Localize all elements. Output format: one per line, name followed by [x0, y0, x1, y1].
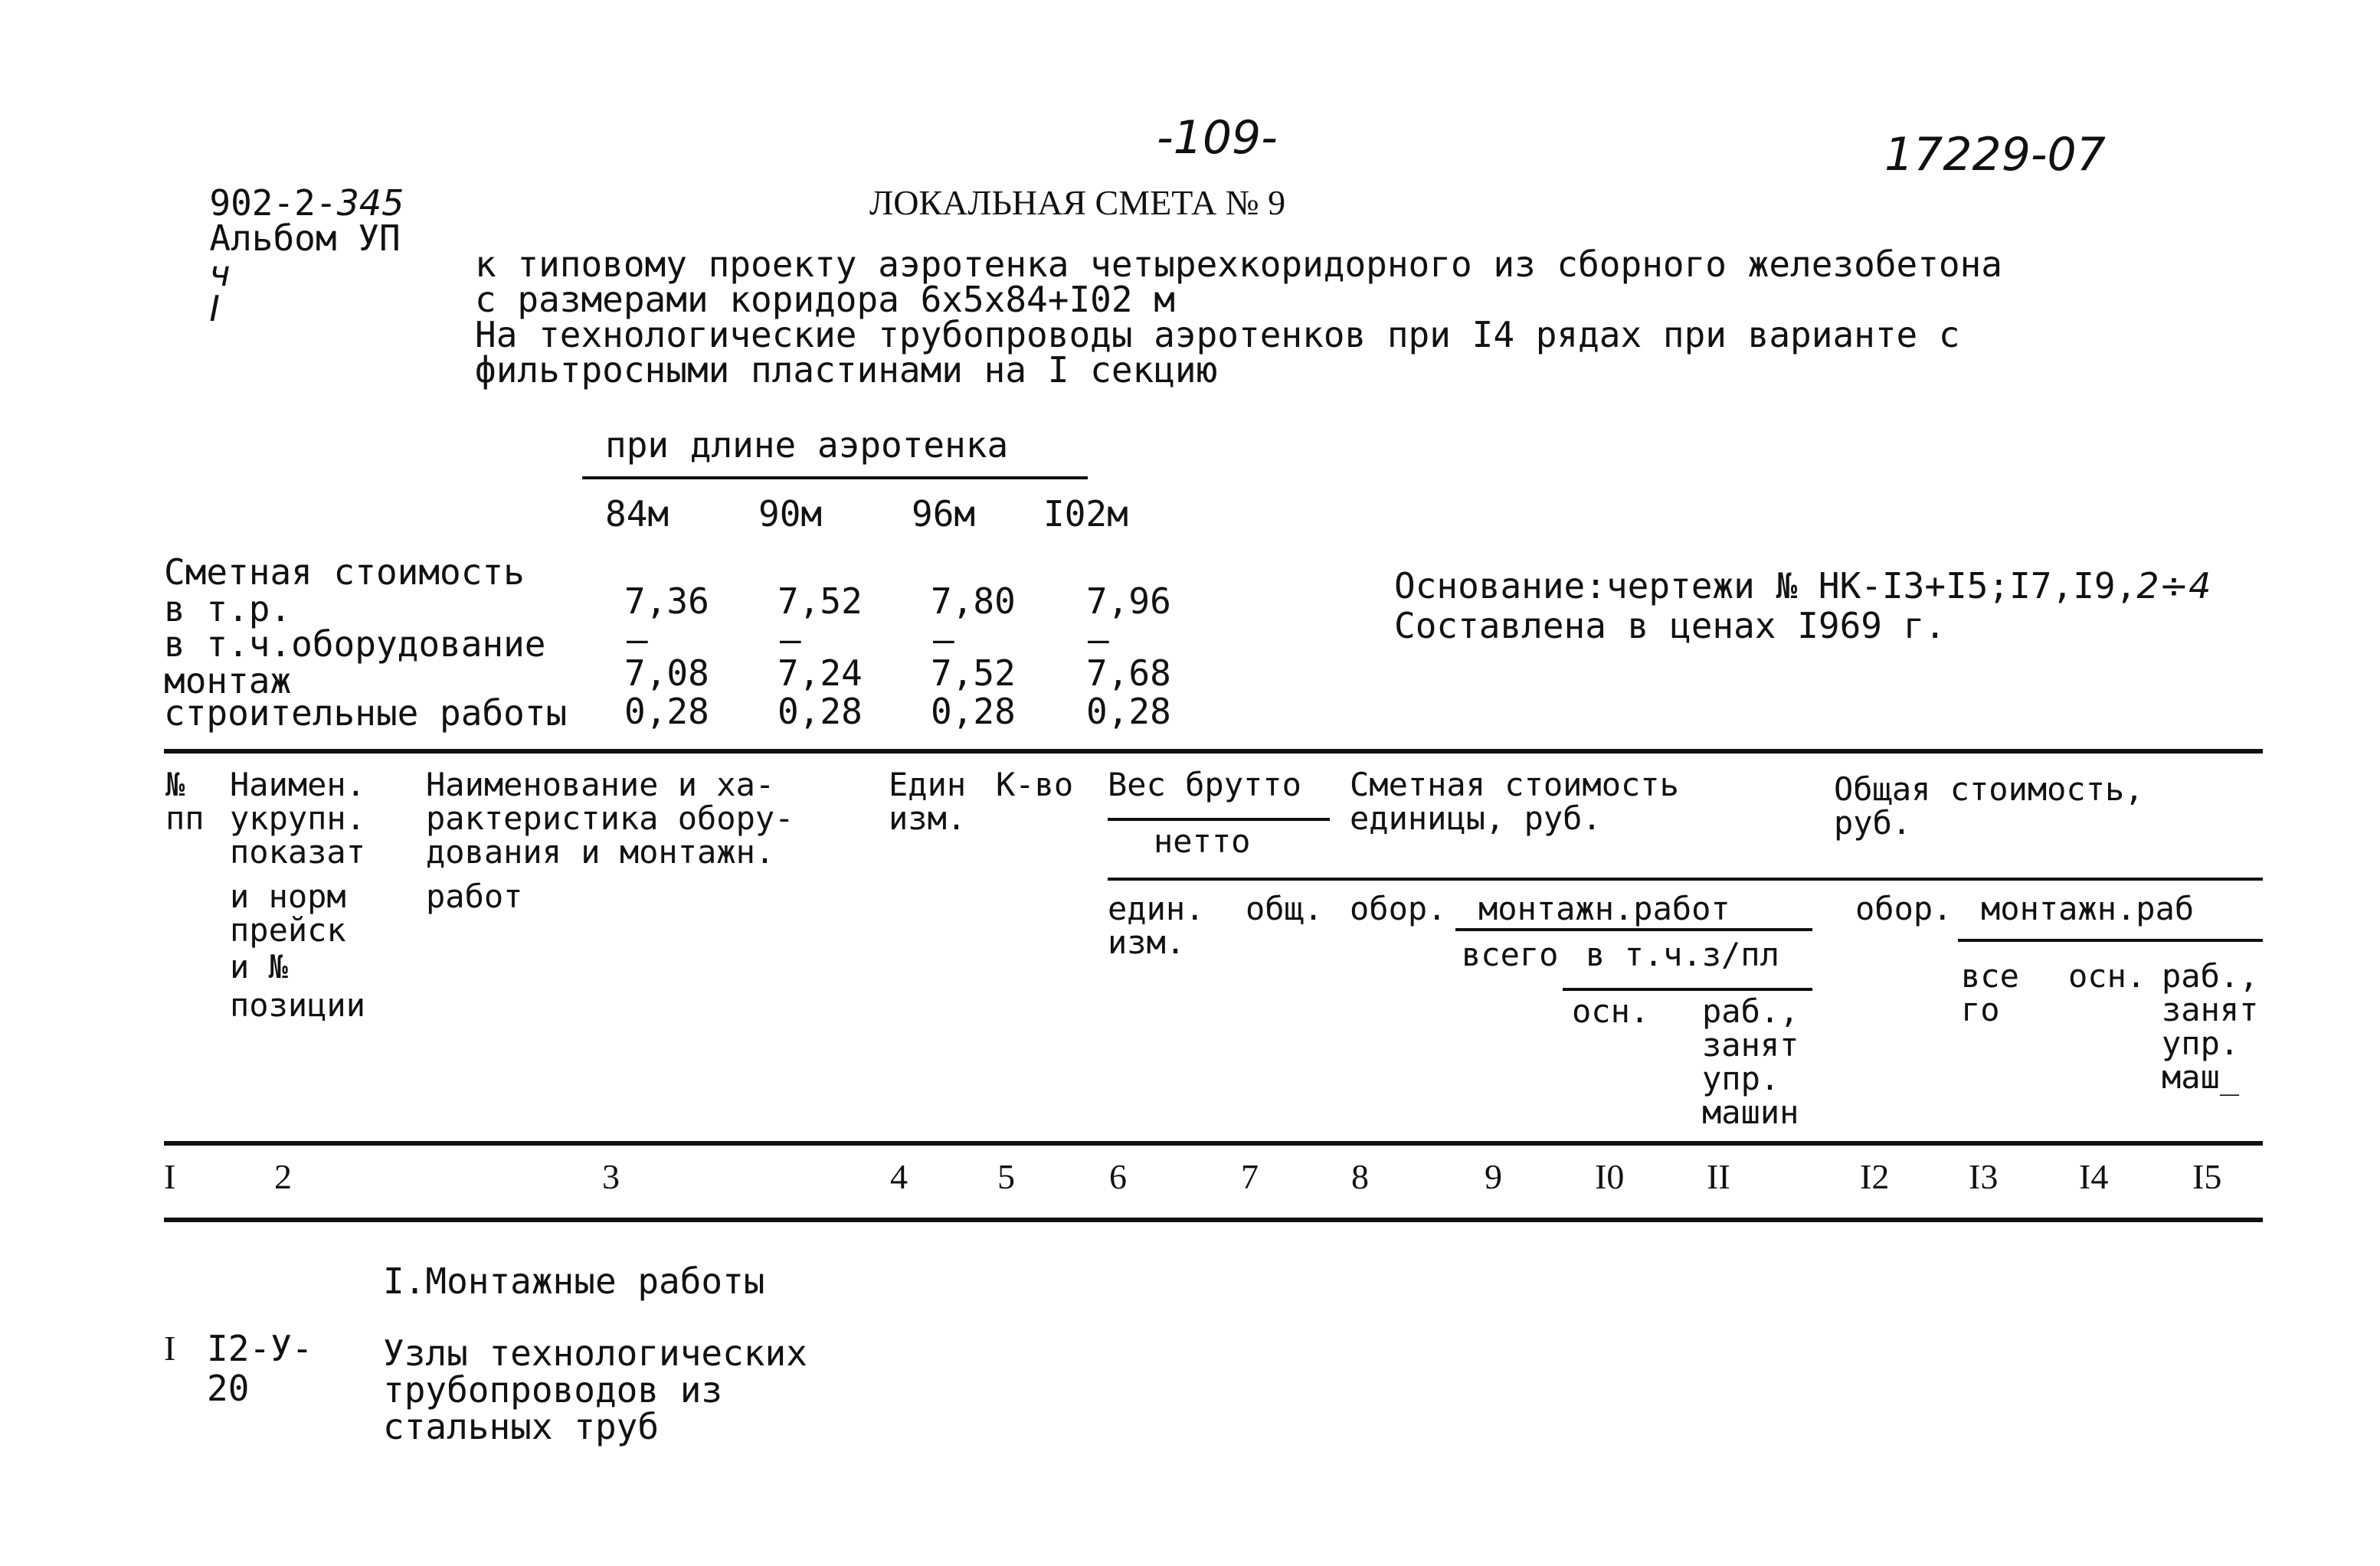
value-cell: 0,28: [778, 691, 863, 732]
hdr-line: занят: [2162, 991, 2259, 1028]
column-number: II: [1707, 1157, 1730, 1196]
value-cell: –: [627, 619, 648, 660]
hdr-line: и №: [230, 948, 288, 986]
column-number: 4: [890, 1157, 908, 1196]
subtitle-line: фильтросными пластинами на I секцию: [475, 349, 1218, 391]
hdr-total-vsego: го: [1961, 991, 2000, 1028]
hdr-total-cost: Общая стоимость,: [1834, 770, 2144, 808]
column-number: I5: [2192, 1157, 2222, 1196]
row-label: в т.р.: [164, 588, 292, 629]
hdr-line: упр.: [2162, 1025, 2240, 1062]
basis-line-2: Составлена в ценах I969 г.: [1394, 605, 1946, 646]
hdr-unit-obor: обор.: [1350, 890, 1447, 927]
hdr-weight-unit: един.: [1108, 890, 1205, 927]
hdr-line: занят: [1702, 1026, 1799, 1064]
hdr-unit: Един: [889, 766, 967, 803]
part-roman: I: [209, 288, 220, 329]
section-title: I.Монтажные работы: [383, 1260, 765, 1302]
column-number: 9: [1485, 1157, 1502, 1196]
value-cell: –: [1088, 619, 1109, 660]
column-number: I3: [1969, 1157, 1999, 1196]
hdr-unit-cost: единицы, руб.: [1350, 799, 1602, 837]
weight-divider: [1108, 818, 1330, 821]
hdr-unit-cost: Сметная стоимость: [1350, 766, 1679, 803]
column-number: 5: [997, 1157, 1015, 1196]
column-number: 6: [1109, 1157, 1127, 1196]
hdr-total-vsego: все: [1961, 957, 2019, 995]
doc-code-text: 902-2-: [209, 182, 337, 224]
column-number: 7: [1241, 1157, 1259, 1196]
hdr-line: работ: [426, 878, 523, 915]
hdr-weight-total: общ.: [1246, 890, 1324, 927]
hdr-line: рактеристика обору-: [426, 799, 794, 837]
value-cell: 7,36: [624, 580, 709, 622]
hdr-line: маш_: [2162, 1058, 2240, 1096]
row-name: стальных труб: [383, 1406, 660, 1447]
value-cell: 7,80: [931, 580, 1016, 622]
table-top-rule: [164, 749, 2263, 754]
hdr-unit-vtch: в т.ч.з/пл: [1586, 936, 1779, 973]
value-cell: –: [933, 619, 954, 660]
hdr-line: позиции: [230, 986, 366, 1024]
hdr-unit-montazh: монтажн.работ: [1478, 890, 1730, 927]
hdr-line: прейск: [230, 911, 346, 949]
unit-vtch-rule: [1563, 988, 1812, 991]
row-code: I2-У-: [207, 1328, 313, 1369]
hdr-unit-vsego: всего: [1462, 936, 1559, 973]
album-label: Альбом УП: [209, 217, 401, 259]
value-cell: 7,96: [1086, 580, 1171, 622]
subtitle-line: с размерами коридора 6х5х84+I02 м: [475, 279, 1175, 320]
row-name: трубопроводов из: [383, 1369, 723, 1411]
column-number: I: [164, 1157, 176, 1196]
hdr-unit: изм.: [889, 799, 967, 837]
row-name: Узлы технологических: [383, 1332, 807, 1374]
hdr-total-montazh: монтажн.раб: [1981, 890, 2195, 927]
hdr-unit-osn: осн.: [1572, 992, 1650, 1030]
column-number: 8: [1351, 1157, 1369, 1196]
column-number: I2: [1860, 1157, 1890, 1196]
hdr-weight-brutto: Вес брутто: [1108, 766, 1301, 803]
header-mid-rule: [1108, 878, 2263, 881]
hdr-line: раб.,: [1702, 992, 1799, 1030]
hdr-line: показат: [230, 833, 366, 871]
hdr-weight-unit: изм.: [1108, 924, 1186, 961]
length-col-96: 96м: [912, 493, 976, 535]
value-cell: 7,08: [624, 652, 709, 694]
value-cell: 7,52: [778, 580, 863, 622]
row-code: 20: [207, 1368, 250, 1409]
column-number: I4: [2079, 1157, 2109, 1196]
length-heading: при длине аэротенка: [605, 424, 1009, 466]
hdr-line: машин: [1702, 1094, 1799, 1131]
total-montazh-rule: [1958, 939, 2263, 942]
unit-montazh-rule: [1455, 928, 1812, 931]
doc-code: [167, 150, 404, 329]
basis-line-1: [1394, 565, 2211, 606]
basis-text: Основание:чертежи № НК-I3+I5;I7,I9,: [1394, 565, 2137, 606]
hdr-line: Наимен.: [230, 766, 366, 803]
doc-code-handwritten: 345: [336, 182, 404, 224]
value-cell: 7,24: [778, 652, 863, 694]
value-cell: 0,28: [931, 691, 1016, 732]
hdr-line: раб.,: [2162, 957, 2259, 995]
subtitle-line: На технологические трубопроводы аэротенков при I4 рядах при варианте с: [475, 314, 1960, 355]
length-col-84: 84м: [605, 493, 669, 535]
value-cell: 7,52: [931, 652, 1016, 694]
row-num: I: [164, 1329, 176, 1368]
page-title: ЛОКАЛЬНАЯ СМЕТА № 9: [869, 183, 1286, 222]
hdr-line: укрупн.: [230, 799, 366, 837]
column-number: 3: [602, 1157, 620, 1196]
row-label: монтаж: [164, 660, 292, 701]
hdr-total-obor: обор.: [1855, 890, 1953, 927]
value-cell: –: [780, 619, 801, 660]
column-number: 2: [274, 1157, 292, 1196]
row-label: в т.ч.оборудование: [164, 623, 546, 665]
hdr-num: №: [165, 766, 185, 803]
hdr-total-osn: осн.: [2068, 957, 2146, 995]
hdr-line: Наименование и ха-: [426, 766, 775, 803]
subtitle-line: к типовому проекту аэротенка четырехкоридорного из сборного железобетона: [475, 244, 2002, 285]
hdr-qty: К-во: [996, 766, 1074, 803]
column-number: I0: [1595, 1157, 1625, 1196]
row-label: строительные работы: [164, 692, 568, 734]
value-cell: 7,68: [1086, 652, 1171, 694]
header-bottom-rule: [164, 1141, 2263, 1146]
hdr-line: дования и монтажн.: [426, 833, 775, 871]
hdr-num: пп: [165, 799, 205, 837]
part-mark: ч: [209, 253, 231, 294]
length-heading-underline: [582, 476, 1088, 479]
column-numbers-rule: [164, 1218, 2263, 1222]
hdr-line: и норм: [230, 878, 346, 915]
page-number: -109-: [1157, 111, 1278, 165]
hdr-weight-netto: нетто: [1154, 822, 1251, 860]
hdr-total-cost: руб.: [1834, 804, 1912, 842]
archive-number: 17229-07: [1884, 128, 2106, 181]
basis-handwritten: 2÷4: [2136, 565, 2211, 606]
value-cell: 0,28: [1086, 691, 1171, 732]
value-cell: 0,28: [624, 691, 709, 732]
hdr-line: упр.: [1702, 1060, 1780, 1097]
length-col-102: I02м: [1043, 493, 1128, 535]
length-col-90: 90м: [758, 493, 823, 535]
row-label: Сметная стоимость: [164, 551, 525, 593]
